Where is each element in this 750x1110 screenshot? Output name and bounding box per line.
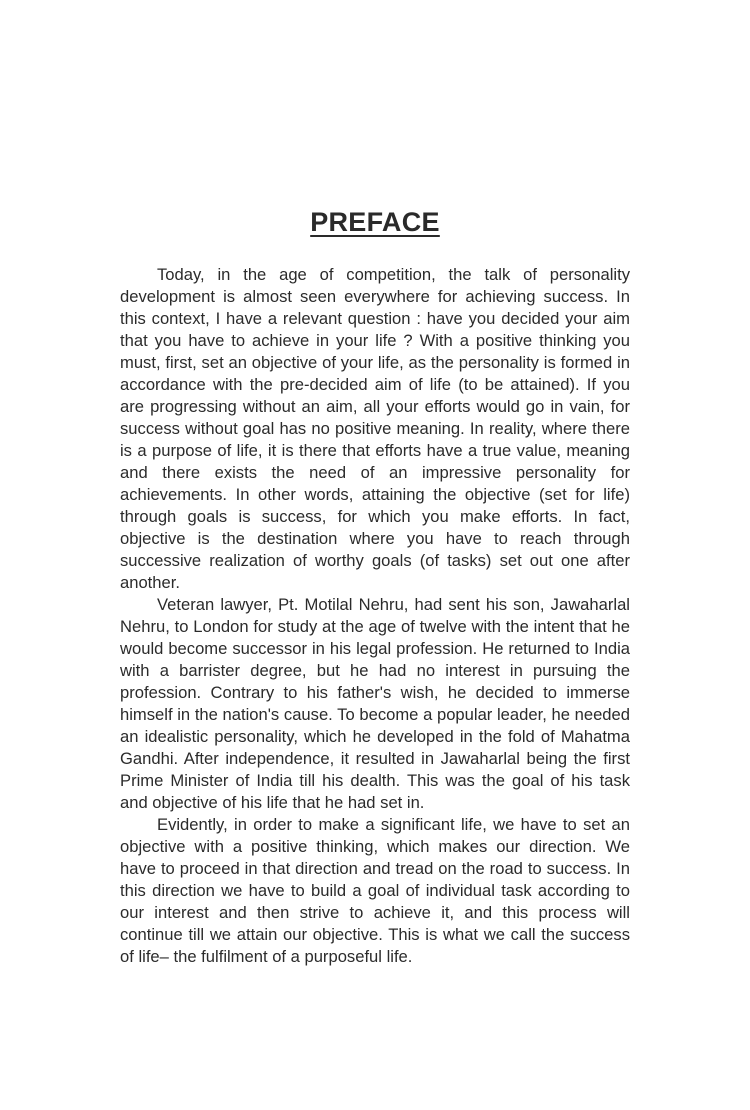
preface-body bbox=[120, 264, 630, 968]
paragraph-2: Veteran lawyer, Pt. Motilal Nehru, had sent his son, Jawaharlal Nehru, to London for study at the age of twelve with the intent that he would become successor in his legal profession. He returned to India with a barrister degree, but he had no interest in pursuing the profession. Contrary to his father's wish, he decided to immerse himself in the nation's cause. To become a popular leader, he needed an idealistic personality, which he developed in the fold of Mahatma Gandhi. After independence, it resulted in Jawaharlal being the first Prime Minister of India till his dealth. This was the goal of his task and objective of his life that he had set in. bbox=[120, 595, 630, 812]
paragraph-1: Today, in the age of competition, the talk of personality development is almost seen everywhere for achieving success. In this context, I have a relevant question : have you decided your aim that you have to achieve in your life ? With a positive thinking you must, first, set an objective of your life, as the personality is formed in accordance with the pre-decided aim of life (to be attained). If you are progressing without an aim, all your efforts would go in vain, for success without goal has no positive meaning. In reality, where there is a purpose of life, it is there that efforts have a true value, meaning and there exists the need of an impressive personality for achievements. In other words, attaining the objective (set for life) through goals is success, for which you make efforts. In fact, objective is the destination where you have to reach through successive realization of worthy goals (of tasks) set out one after another. bbox=[120, 265, 630, 592]
paragraph-3: Evidently, in order to make a significant life, we have to set an objective with a positive thinking, which makes our direction. We have to proceed in that direction and tread on the road to success. In this direction we have to build a goal of individual task according to our interest and then strive to achieve it, and this process will continue till we attain our objective. This is what we call the success of life– the fulfilment of a purposeful life. bbox=[120, 815, 630, 966]
page-title: PREFACE bbox=[310, 207, 440, 237]
